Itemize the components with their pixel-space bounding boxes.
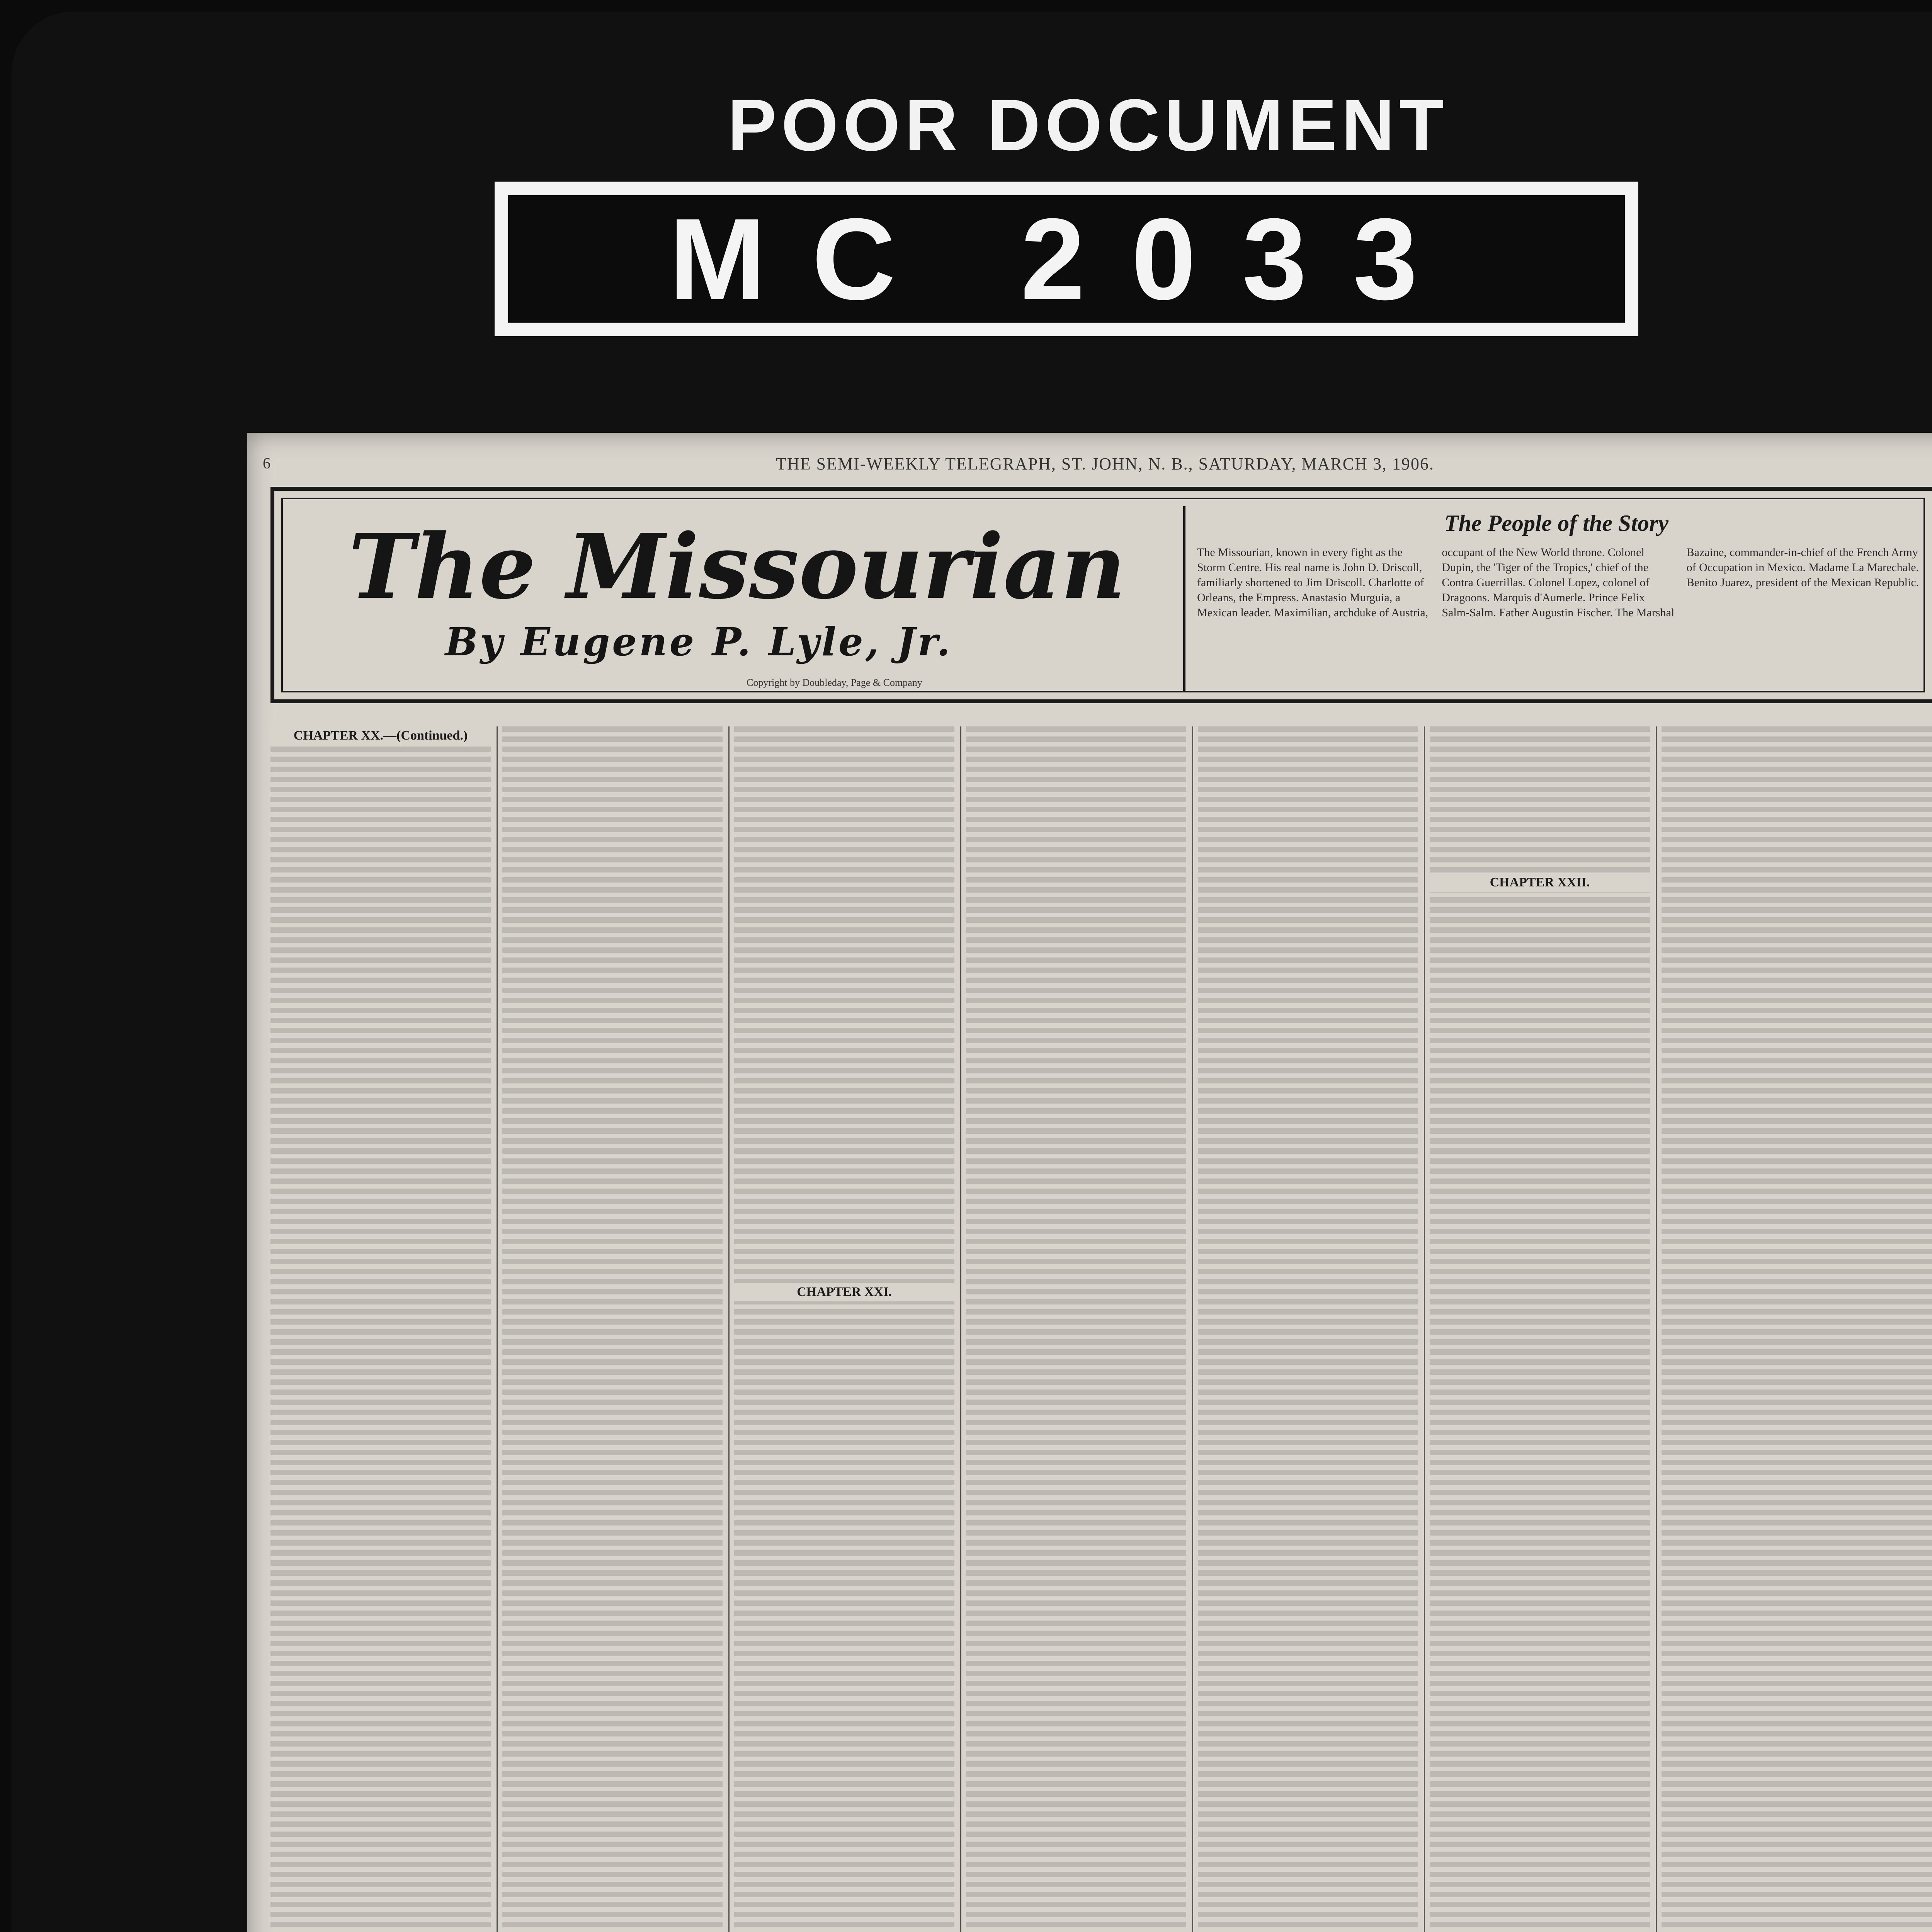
column-rule [497, 726, 498, 1932]
people-text: The Missourian, known in every fight as the Storm Centre. His real name is John D. Driscoll, familiarly shortened to Jim Driscoll. Charlotte of Orleans, the Empress. Anastasio Murguia, a Mexican leader. Maximilian, archduke of Austria, occupant of the New World throne. Colonel Dupin, the 'Tiger of the Tropics,' chief of the Contra Guerrillas. Colonel Lopez, colonel of Dragoons. Marquis d'Aumerle. Prince Felix Salm-Salm. Father Augustin Fischer. The Marshal Bazaine, commander-in-chief of the French Army of Occupation in Mexico. Madame La Marechale. Benito Juarez, president of the Mexican Republic. [1197, 546, 1919, 619]
story-column-4 [966, 726, 1186, 1932]
chapter-heading: CHAPTER XXII. [1430, 873, 1650, 892]
column-rule [1656, 726, 1657, 1932]
chapter-heading: CHAPTER XX.—(Continued.) [270, 726, 491, 745]
people-heading: The People of the Story [1444, 510, 1668, 536]
masthead-inner-border [281, 498, 1925, 692]
serial-byline: By Eugene P. Lyle, Jr. [445, 619, 953, 665]
reel-code: MC 2033 [508, 195, 1625, 323]
column-rule [1192, 726, 1193, 1932]
column-rule [960, 726, 961, 1932]
story-column-2 [502, 726, 723, 1932]
serial-masthead [270, 487, 1932, 703]
poor-document-label: POOR DOCUMENT [728, 84, 1449, 166]
story-column-5 [1198, 726, 1418, 1932]
story-column-3 [734, 726, 954, 1932]
newspaper-page [247, 433, 1932, 1932]
chapter-heading: CHAPTER XXI. [734, 1283, 954, 1301]
serial-title: The Missourian [349, 515, 1126, 619]
reel-code-box [495, 182, 1638, 336]
people-of-the-story [1183, 506, 1927, 692]
page-number: 6 [263, 454, 270, 472]
story-column-7 [1662, 726, 1932, 1932]
copyright-line: Copyright by Doubleday, Page & Company [747, 677, 922, 688]
newspaper-folio: THE SEMI-WEEKLY TELEGRAPH, ST. JOHN, N. B., SATURDAY, MARCH 3, 1906. [776, 454, 1434, 473]
column-rule [728, 726, 730, 1932]
story-column-1 [270, 726, 491, 1932]
story-columns [270, 726, 1932, 1932]
column-rule [1424, 726, 1425, 1932]
story-column-6 [1430, 726, 1650, 1932]
